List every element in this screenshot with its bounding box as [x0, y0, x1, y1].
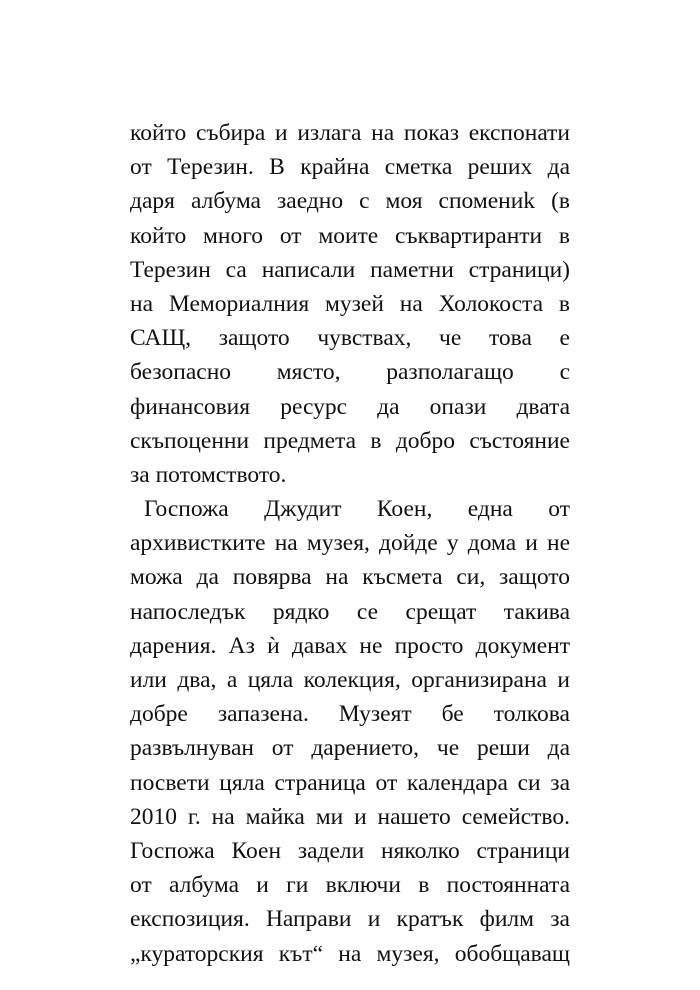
text-line: безопасно място, разполагащо с — [130, 359, 570, 386]
text-line: даря албума заедно с моя спомениk (в — [130, 188, 570, 215]
paragraph-end-line: за потомството. — [130, 461, 287, 488]
text-line: напоследък рядко се срещат такива — [130, 598, 570, 625]
text-line: от албума и ги включи в постоянната — [130, 872, 570, 899]
text-line: развълнуван от дарението, че реши да — [130, 735, 570, 762]
text-line: на Мемориалния музей на Холокоста в — [130, 290, 570, 317]
text-line: който много от моите съквартиранти в — [130, 222, 570, 249]
text-line: можа да повярва на късмета си, защото — [130, 564, 570, 591]
text-line: експозиция. Направи и кратък филм за — [130, 906, 570, 933]
body-text — [130, 116, 570, 971]
text-line: Терезин са написали паметни страници) — [130, 256, 570, 283]
text-line: САЩ, защото чувствах, че това е — [130, 325, 570, 352]
text-line: от Терезин. В крайна сметка реших да — [130, 154, 570, 181]
text-line: архивистките на музея, дойде у дома и не — [130, 530, 570, 557]
text-line: 2010 г. на майка ми и нашето семейство. — [130, 803, 570, 830]
paragraph-start-line: Госпожа Джудит Коен, една от — [144, 496, 570, 523]
text-line: Госпожа Коен задели няколко страници — [130, 837, 570, 864]
text-line: или два, а цяла колекция, организирана и — [130, 667, 570, 693]
text-line: добре запазена. Музеят бе толкова — [130, 701, 570, 728]
text-line: който събира и излага на показ експонати — [130, 120, 570, 146]
text-line: дарения. Аз ѝ давах не просто документ — [130, 632, 570, 659]
text-line: скъпоценни предмета в добро състояние — [130, 427, 570, 454]
text-line: финансовия ресурс да опази двата — [130, 393, 570, 420]
text-line: посвети цяла страница от календара си за — [130, 769, 570, 796]
text-line: „кураторския кът“ на музея, обобщаващ — [130, 940, 570, 967]
